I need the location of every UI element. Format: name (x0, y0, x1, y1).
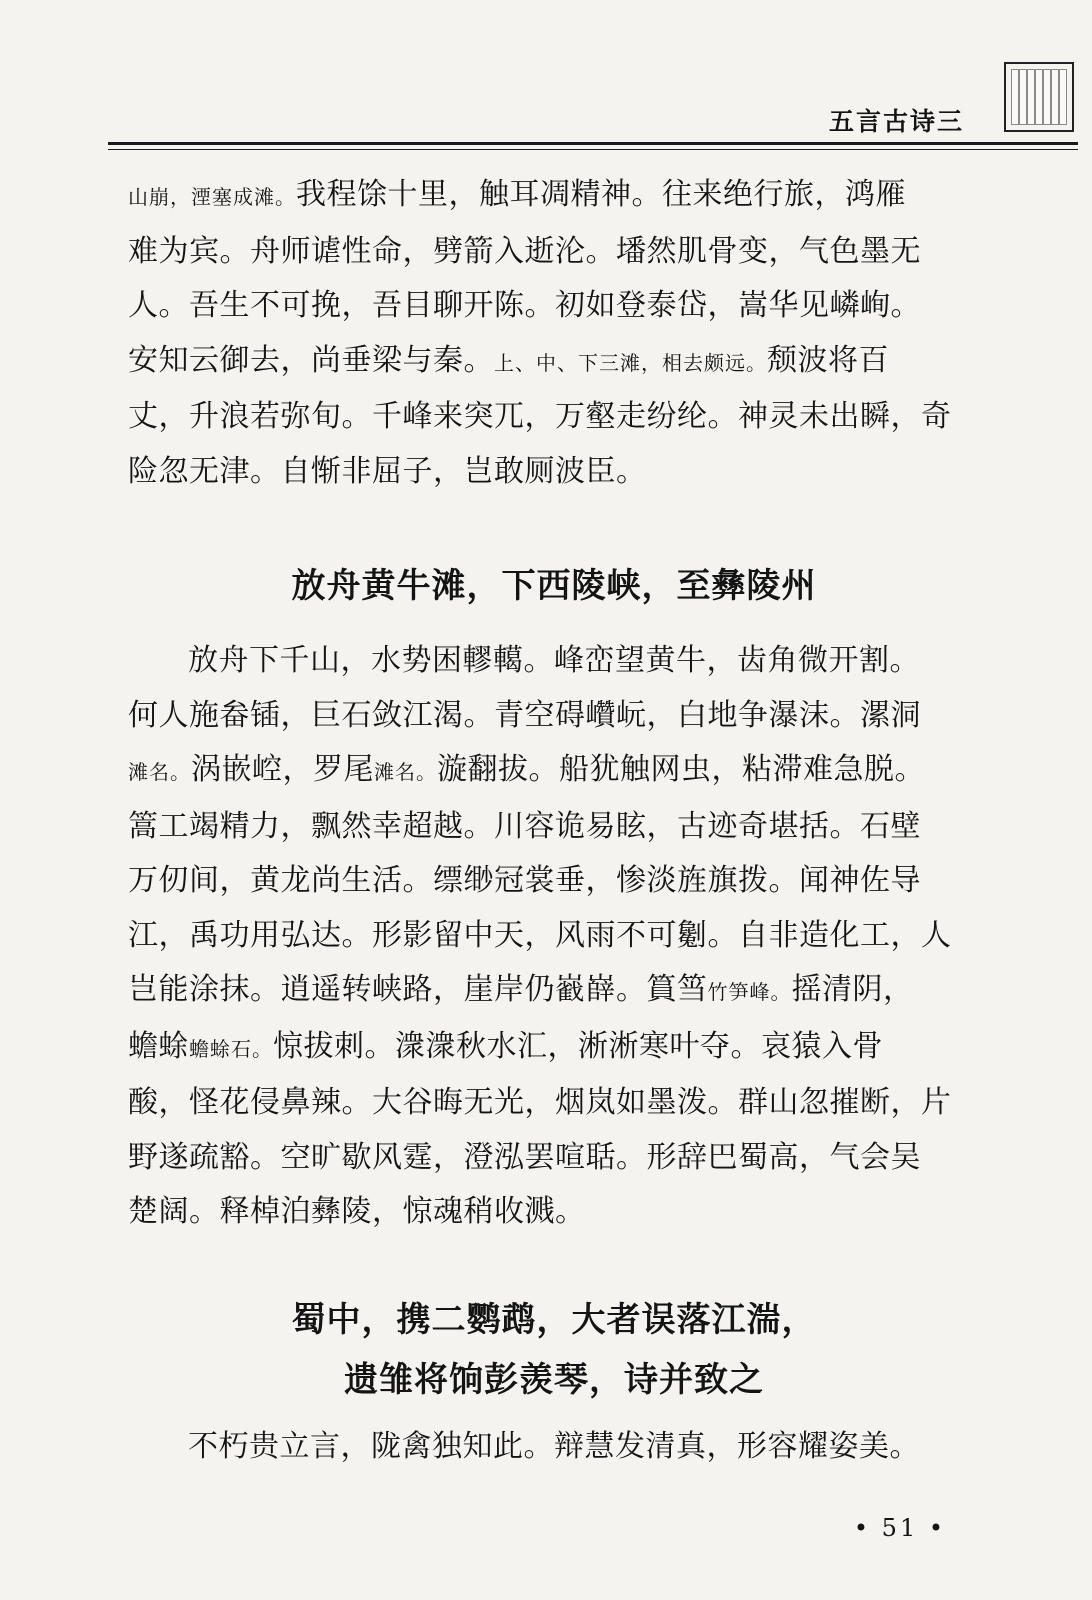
annotation: 山崩，湮塞成滩。 (128, 185, 296, 209)
poem-line: 何人施畚锸，巨石敛江渴。青空碍巑岏，白地争瀑沫。漯洞 (128, 697, 921, 733)
annotation: 上、中、下三滩，相去颇远。 (494, 350, 767, 375)
header-rule (108, 142, 1078, 145)
poem-line (128, 743, 980, 800)
verse-text: 涡嵌崆，罗尾 (191, 752, 374, 787)
annotation: 竹笋峰。 (707, 980, 792, 1004)
annotation: 滩名。 (374, 760, 437, 784)
poem-line (128, 168, 980, 225)
verse-text: 惊拔刺。潨潨秋水汇，淅淅寒叶夺。哀猿入骨 (273, 1028, 883, 1064)
annotation: 蟾蜍石。 (189, 1036, 273, 1061)
poem-line: 不朽贵立言，陇禽独知此。辩慧发清真，形容耀姿美。 (188, 1429, 920, 1464)
poem-line (128, 1020, 980, 1077)
poem-line (128, 963, 980, 1020)
verse-text: 颓波将百 (767, 342, 889, 378)
poem-line: 江，禹功用弘达。形影留中天，风雨不可劖。自非造化工，人 (128, 917, 952, 953)
verse-text: 漩翻拔。船犹触网虫，粘滞难急脱。 (437, 752, 925, 787)
poem-line: 险忽无津。自惭非屈子，岂敢厕波臣。 (128, 453, 647, 489)
poem-line (128, 334, 980, 391)
poem-title: 放舟黄牛滩，下西陵峡，至彝陵州 (291, 566, 817, 606)
poem-body (128, 1420, 980, 1475)
seal-stamp-icon (1004, 62, 1074, 132)
poem-line: 楚阔。释棹泊彝陵，惊魂稍收溅。 (128, 1194, 586, 1229)
poem-title-line: 遗雏将饷彭羡琴，诗并致之 (344, 1360, 764, 1400)
poem-continuation (128, 168, 980, 499)
page-number: • 51 • (853, 1514, 946, 1542)
verse-text: 蟾蜍 (128, 1028, 189, 1064)
poem-line: 放舟下千山，水势困轇轕。峰峦望黄牛，齿角微开割。 (188, 643, 920, 678)
verse-text: 岂能涂抹。逍遥转峡路，崖岸仍巀嶭。篔筜 (128, 972, 708, 1007)
header-rule-thin (108, 149, 1078, 150)
verse-text: 摇清阴， (791, 972, 914, 1007)
poem-line: 难为宾。舟师谑性命，劈箭入逝沦。墦然肌骨变，气色墨无 (128, 233, 921, 269)
poem-body (128, 634, 980, 1240)
running-head: 五言古诗三 (828, 107, 964, 136)
poem-line: 酸，怪花侵鼻辣。大谷晦无光，烟岚如墨泼。群山忽摧断，片 (128, 1085, 952, 1120)
poem-title-line: 蜀中，携二鹦鹉，大者误落江湍， (291, 1300, 817, 1340)
annotation: 滩名。 (128, 760, 191, 784)
poem-line: 丈，升浪若弥旬。千峰来突兀，万壑走纷纶。神灵未出瞬，奇 (128, 399, 952, 434)
verse-text: 安知云御去，尚垂梁与秦。 (128, 342, 494, 378)
poem-line: 万仞间，黄龙尚生活。缥缈冠裳垂，惨淡旌旗拨。闻神佐导 (128, 863, 921, 898)
poem-line: 篙工竭精力，飘然幸超越。川容诡易眩，古迹奇堪括。石壁 (128, 808, 921, 844)
verse-text: 我程馀十里，触耳凋精神。往来绝行旅，鸿雁 (296, 177, 906, 212)
poem-line: 野遂疏豁。空旷歇风霆，澄泓罢喧聒。形辞巴蜀高，气会吴 (128, 1139, 921, 1175)
poem-line: 人。吾生不可挽，吾目聊开陈。初如登泰岱，嵩华见嶙峋。 (128, 288, 921, 323)
